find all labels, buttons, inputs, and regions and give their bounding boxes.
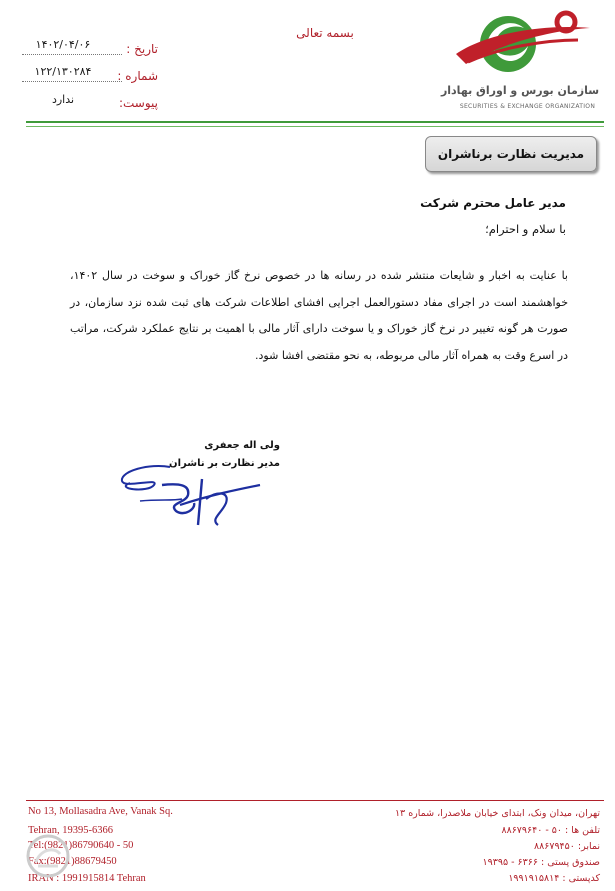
date-label: تاریخ :	[126, 42, 158, 56]
number-underline	[22, 81, 122, 82]
number-label: شماره :	[117, 69, 158, 83]
bismillah: بسمه تعالی	[296, 26, 354, 40]
footer-address-fa: تهران، میدان ونک، ابتدای خیابان ملاصدرا، شماره ۱۳	[394, 808, 600, 819]
handwritten-signature-icon	[110, 455, 270, 535]
signer-title: مدیر نظارت بر ناشران	[169, 458, 280, 469]
header-divider-thin	[26, 126, 604, 127]
footer-postal-en: IRAN : 1991915814 Tehran	[28, 873, 146, 884]
footer-postal-fa: کدپستی : ۱۹۹۱۹۱۵۸۱۴	[508, 873, 600, 884]
seal-watermark-icon	[24, 832, 72, 880]
signer-name: ولی اله جعفری	[204, 440, 280, 451]
attachment-value: ندارد	[51, 93, 75, 106]
footer-city-en: Tehran, 19395-6366	[28, 825, 113, 836]
attachment-label: پیوست:	[118, 96, 158, 110]
footer-address-en: No 13, Mollasadra Ave, Vanak Sq.	[28, 806, 173, 817]
footer-fax-fa: نمابر: ۸۸۶۷۹۴۵۰	[534, 841, 600, 852]
department-title: مدیریت نظارت برناشران	[437, 147, 585, 161]
recipient: مدیر عامل محترم شرکت	[420, 196, 566, 210]
header-divider	[26, 121, 604, 123]
footer-divider	[26, 800, 604, 801]
org-name-en: SECURITIES & EXCHANGE ORGANIZATION	[459, 103, 596, 110]
letter-body: با عنایت به اخبار و شایعات منتشر شده در رسانه ها در خصوص نرخ گاز خوراک و سوخت در سال ۱۴۰۲، خواهشمند است در اجرای مفاد دستورالعمل اجرایی افشای اطلاعات شرکت های ثبت شده نزد سازمان، در صورت هر گونه تغییر در نرخ گاز خوراک و یا سوخت دارای آثار مالی با اهمیت بر نتایج عملکرد شرکت، مراتب در اسرع وقت به همراه آثار مالی مربوطه، به نحو مقتضی افشا شود.	[70, 269, 568, 362]
footer-fax-en: Fax:(9821)88679450	[28, 856, 117, 867]
greeting: با سلام و احترام؛	[485, 222, 566, 236]
footer-tel-fa: تلفن ها : ۵۰ - ۸۸۶۷۹۶۴۰	[501, 825, 600, 836]
org-name-fa: سازمان بورس و اوراق بهادار	[440, 84, 600, 97]
number-value: ۱۲۲/۱۳۰۲۸۴	[34, 65, 92, 78]
date-value: ۱۴۰۲/۰۴/۰۶	[35, 38, 91, 51]
department-box	[425, 136, 597, 172]
date-underline	[22, 54, 122, 55]
footer-tel-en: Tel:(9821)86790640 - 50	[28, 840, 134, 851]
footer-pobox-fa: صندوق پستی : ۶۳۶۶ - ۱۹۳۹۵	[482, 857, 600, 868]
seo-logo-icon	[448, 6, 598, 86]
